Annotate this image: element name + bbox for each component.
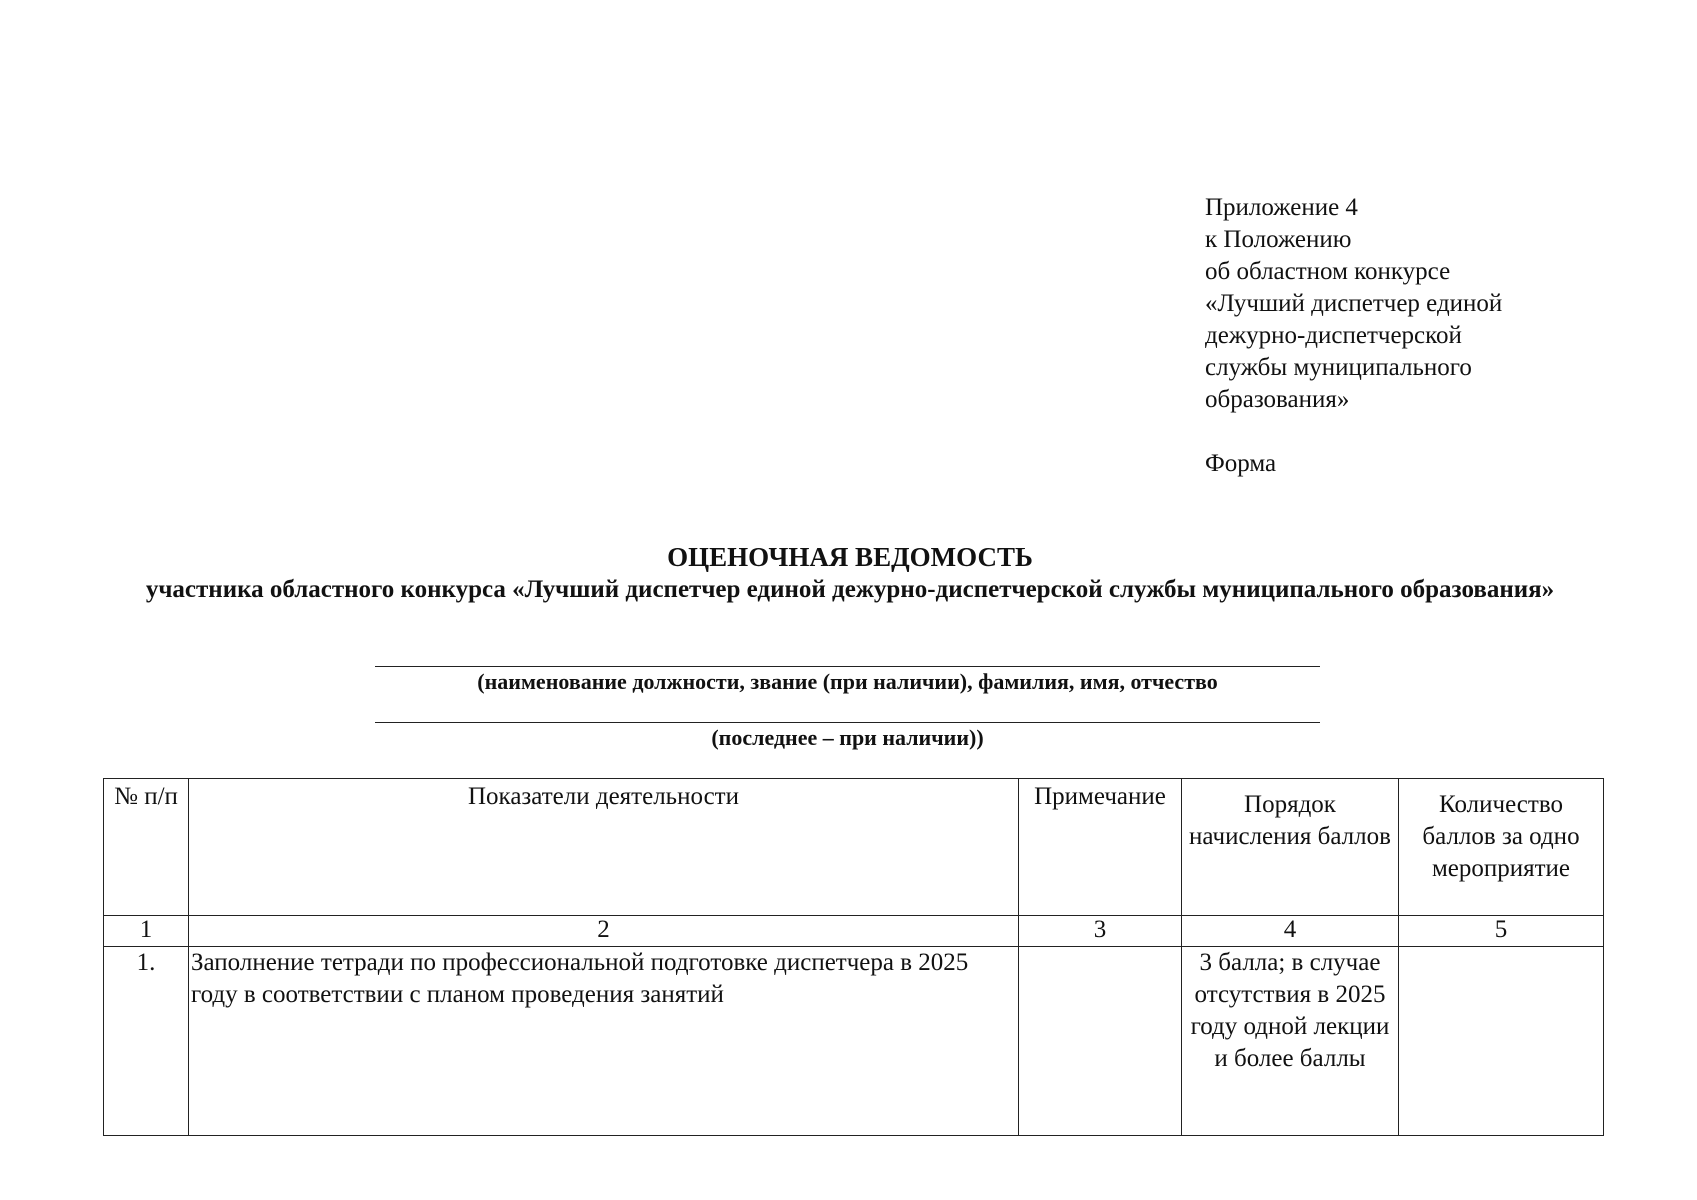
row-indicator: Заполнение тетради по профессиональной подготовке диспетчера в 2025 году в соответствии с планом проведения занятий	[189, 947, 1019, 1136]
row-note	[1019, 947, 1182, 1136]
column-number: 2	[189, 916, 1019, 947]
table-row	[104, 947, 1604, 1136]
appendix-line: об областном конкурсе	[1205, 258, 1451, 285]
name-underline-2	[375, 722, 1320, 723]
score-table	[103, 778, 1604, 1136]
appendix-line: Приложение 4	[1205, 194, 1358, 221]
row-scoring: 3 балла; в случае отсутствия в 2025 году одной лекции и более баллы	[1182, 947, 1399, 1136]
document-subtitle: участника областного конкурса «Лучший диспетчер единой дежурно-диспетчерской службы муниципального образования»	[145, 576, 1555, 603]
row-points	[1399, 947, 1604, 1136]
header-points: Количество баллов за одно мероприятие	[1399, 779, 1604, 916]
form-label: Форма	[1205, 450, 1277, 477]
name-caption: (наименование должности, звание (при наличии), фамилия, имя, отчество	[477, 669, 1218, 694]
header-number: № п/п	[104, 779, 189, 916]
appendix-line: «Лучший диспетчер единой	[1205, 290, 1503, 317]
row-number: 1.	[104, 947, 189, 1136]
header-indicators: Показатели деятельности	[189, 779, 1019, 916]
appendix-block	[1205, 192, 1625, 480]
name-underline	[375, 666, 1320, 667]
column-number: 5	[1399, 916, 1604, 947]
appendix-line: образования»	[1205, 386, 1350, 413]
score-table-wrapper	[103, 778, 1590, 1136]
header-scoring-procedure: Порядок начисления баллов	[1182, 779, 1399, 916]
header-note: Примечание	[1019, 779, 1182, 916]
column-number: 1	[104, 916, 189, 947]
appendix-line: к Положению	[1205, 226, 1352, 253]
document-title: ОЦЕНОЧНАЯ ВЕДОМОСТЬ	[667, 542, 1033, 572]
table-header-row	[104, 779, 1604, 916]
title-block	[110, 540, 1590, 606]
appendix-line: службы муниципального	[1205, 354, 1472, 381]
column-number: 4	[1182, 916, 1399, 947]
column-number: 3	[1019, 916, 1182, 947]
appendix-line: дежурно-диспетчерской	[1205, 322, 1462, 349]
name-caption-2: (последнее – при наличии))	[711, 725, 984, 750]
column-number-row	[104, 916, 1604, 947]
